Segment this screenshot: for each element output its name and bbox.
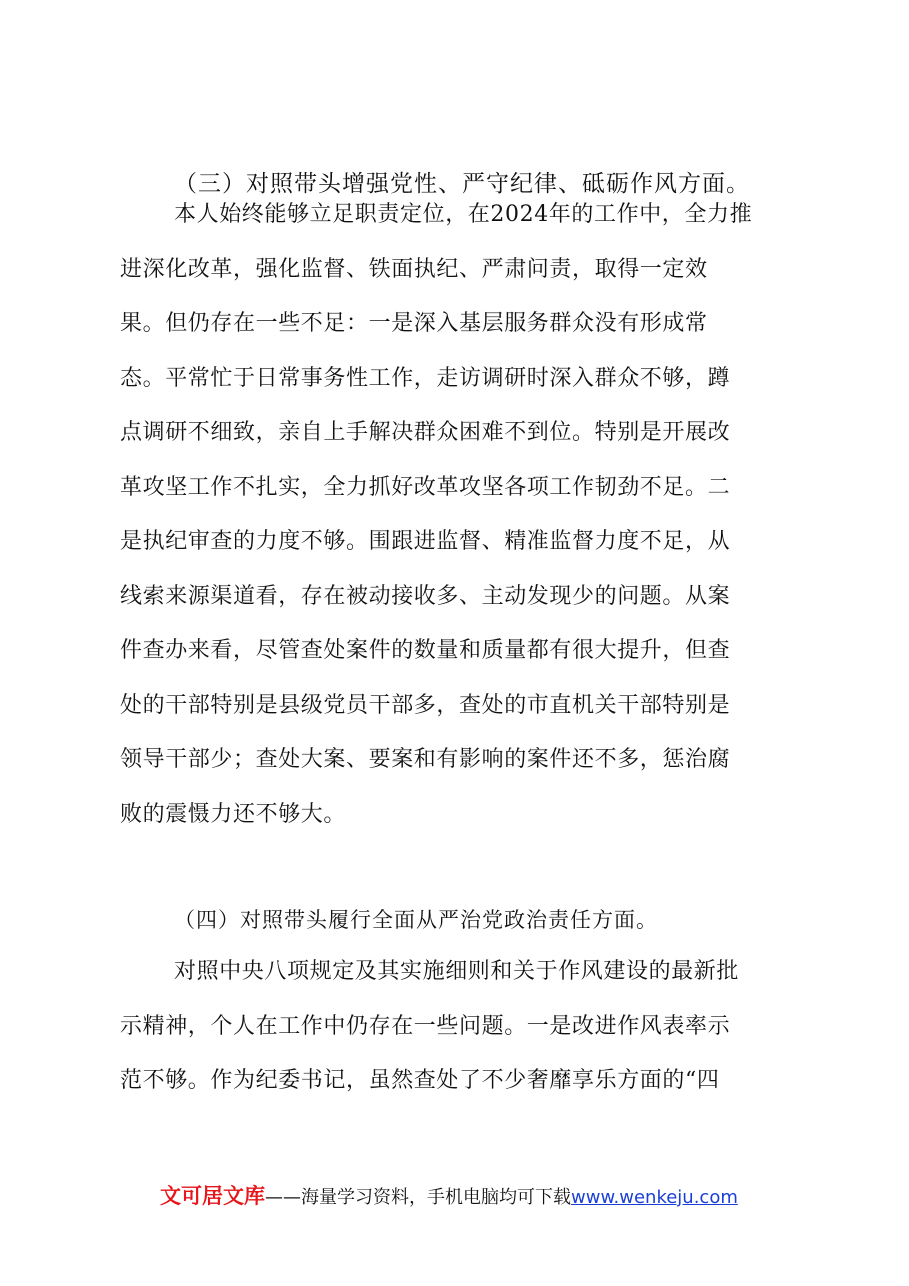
- footer-tagline: ——海量学习资料，手机电脑均可下载: [265, 1187, 571, 1208]
- paragraph-line: 态。平常忙于日常事务性工作，走访调研时深入群众不够，蹲: [120, 365, 731, 391]
- paragraph-line: 范不够。作为纪委书记，虽然查处了不少奢靡享乐方面的“四: [120, 1068, 720, 1093]
- paragraph-line: 点调研不细致，亲自上手解决群众困难不到位。特别是开展改: [120, 420, 731, 445]
- section-3-heading: （三）对照带头增强党性、严守纪律、砥砺作风方面。: [174, 171, 750, 197]
- paragraph-line: 对照中央八项规定及其实施细则和关于作风建设的最新批: [174, 959, 740, 984]
- page-footer: [160, 1181, 738, 1213]
- paragraph-line: 线索来源渠道看，存在被动接收多、主动发现少的问题。从案: [120, 583, 731, 609]
- paragraph-line: 果。但仍存在一些不足：一是深入基层服务群众没有形成常: [120, 311, 708, 336]
- paragraph-line: 件查办来看，尽管查处案件的数量和质量都有很大提升，但查: [120, 638, 731, 663]
- paragraph-line: 领导干部少；查处大案、要案和有影响的案件还不多，惩治腐: [120, 747, 731, 772]
- paragraph-line: 示精神，个人在工作中仍存在一些问题。一是改进作风表率示: [120, 1013, 731, 1039]
- website-link[interactable]: www.wenkeju.com: [571, 1187, 738, 1208]
- paragraph-line: 本人始终能够立足职责定位，在2024年的工作中，全力推: [174, 202, 753, 227]
- section-3-paragraph: [120, 188, 788, 842]
- paragraph-line: 革攻坚工作不扎实，全力抓好改革攻坚各项工作韧劲不足。二: [120, 474, 731, 500]
- paragraph-line: 是执纪审查的力度不够。围跟进监督、精准监督力度不足，从: [120, 529, 731, 554]
- paragraph-line: 处的干部特别是县级党员干部多，查处的市直机关干部特别是: [120, 692, 731, 718]
- paragraph-line: 败的震慑力还不够大。: [120, 801, 347, 827]
- brand-name: 文可居文库: [160, 1184, 265, 1208]
- section-4-heading: （四）对照带头履行全面从严治党政治责任方面。: [174, 908, 658, 932]
- section-4-paragraph: [120, 945, 788, 1109]
- paragraph-line: 进深化改革，强化监督、铁面执纪、严肃问责，取得一定效: [120, 256, 708, 282]
